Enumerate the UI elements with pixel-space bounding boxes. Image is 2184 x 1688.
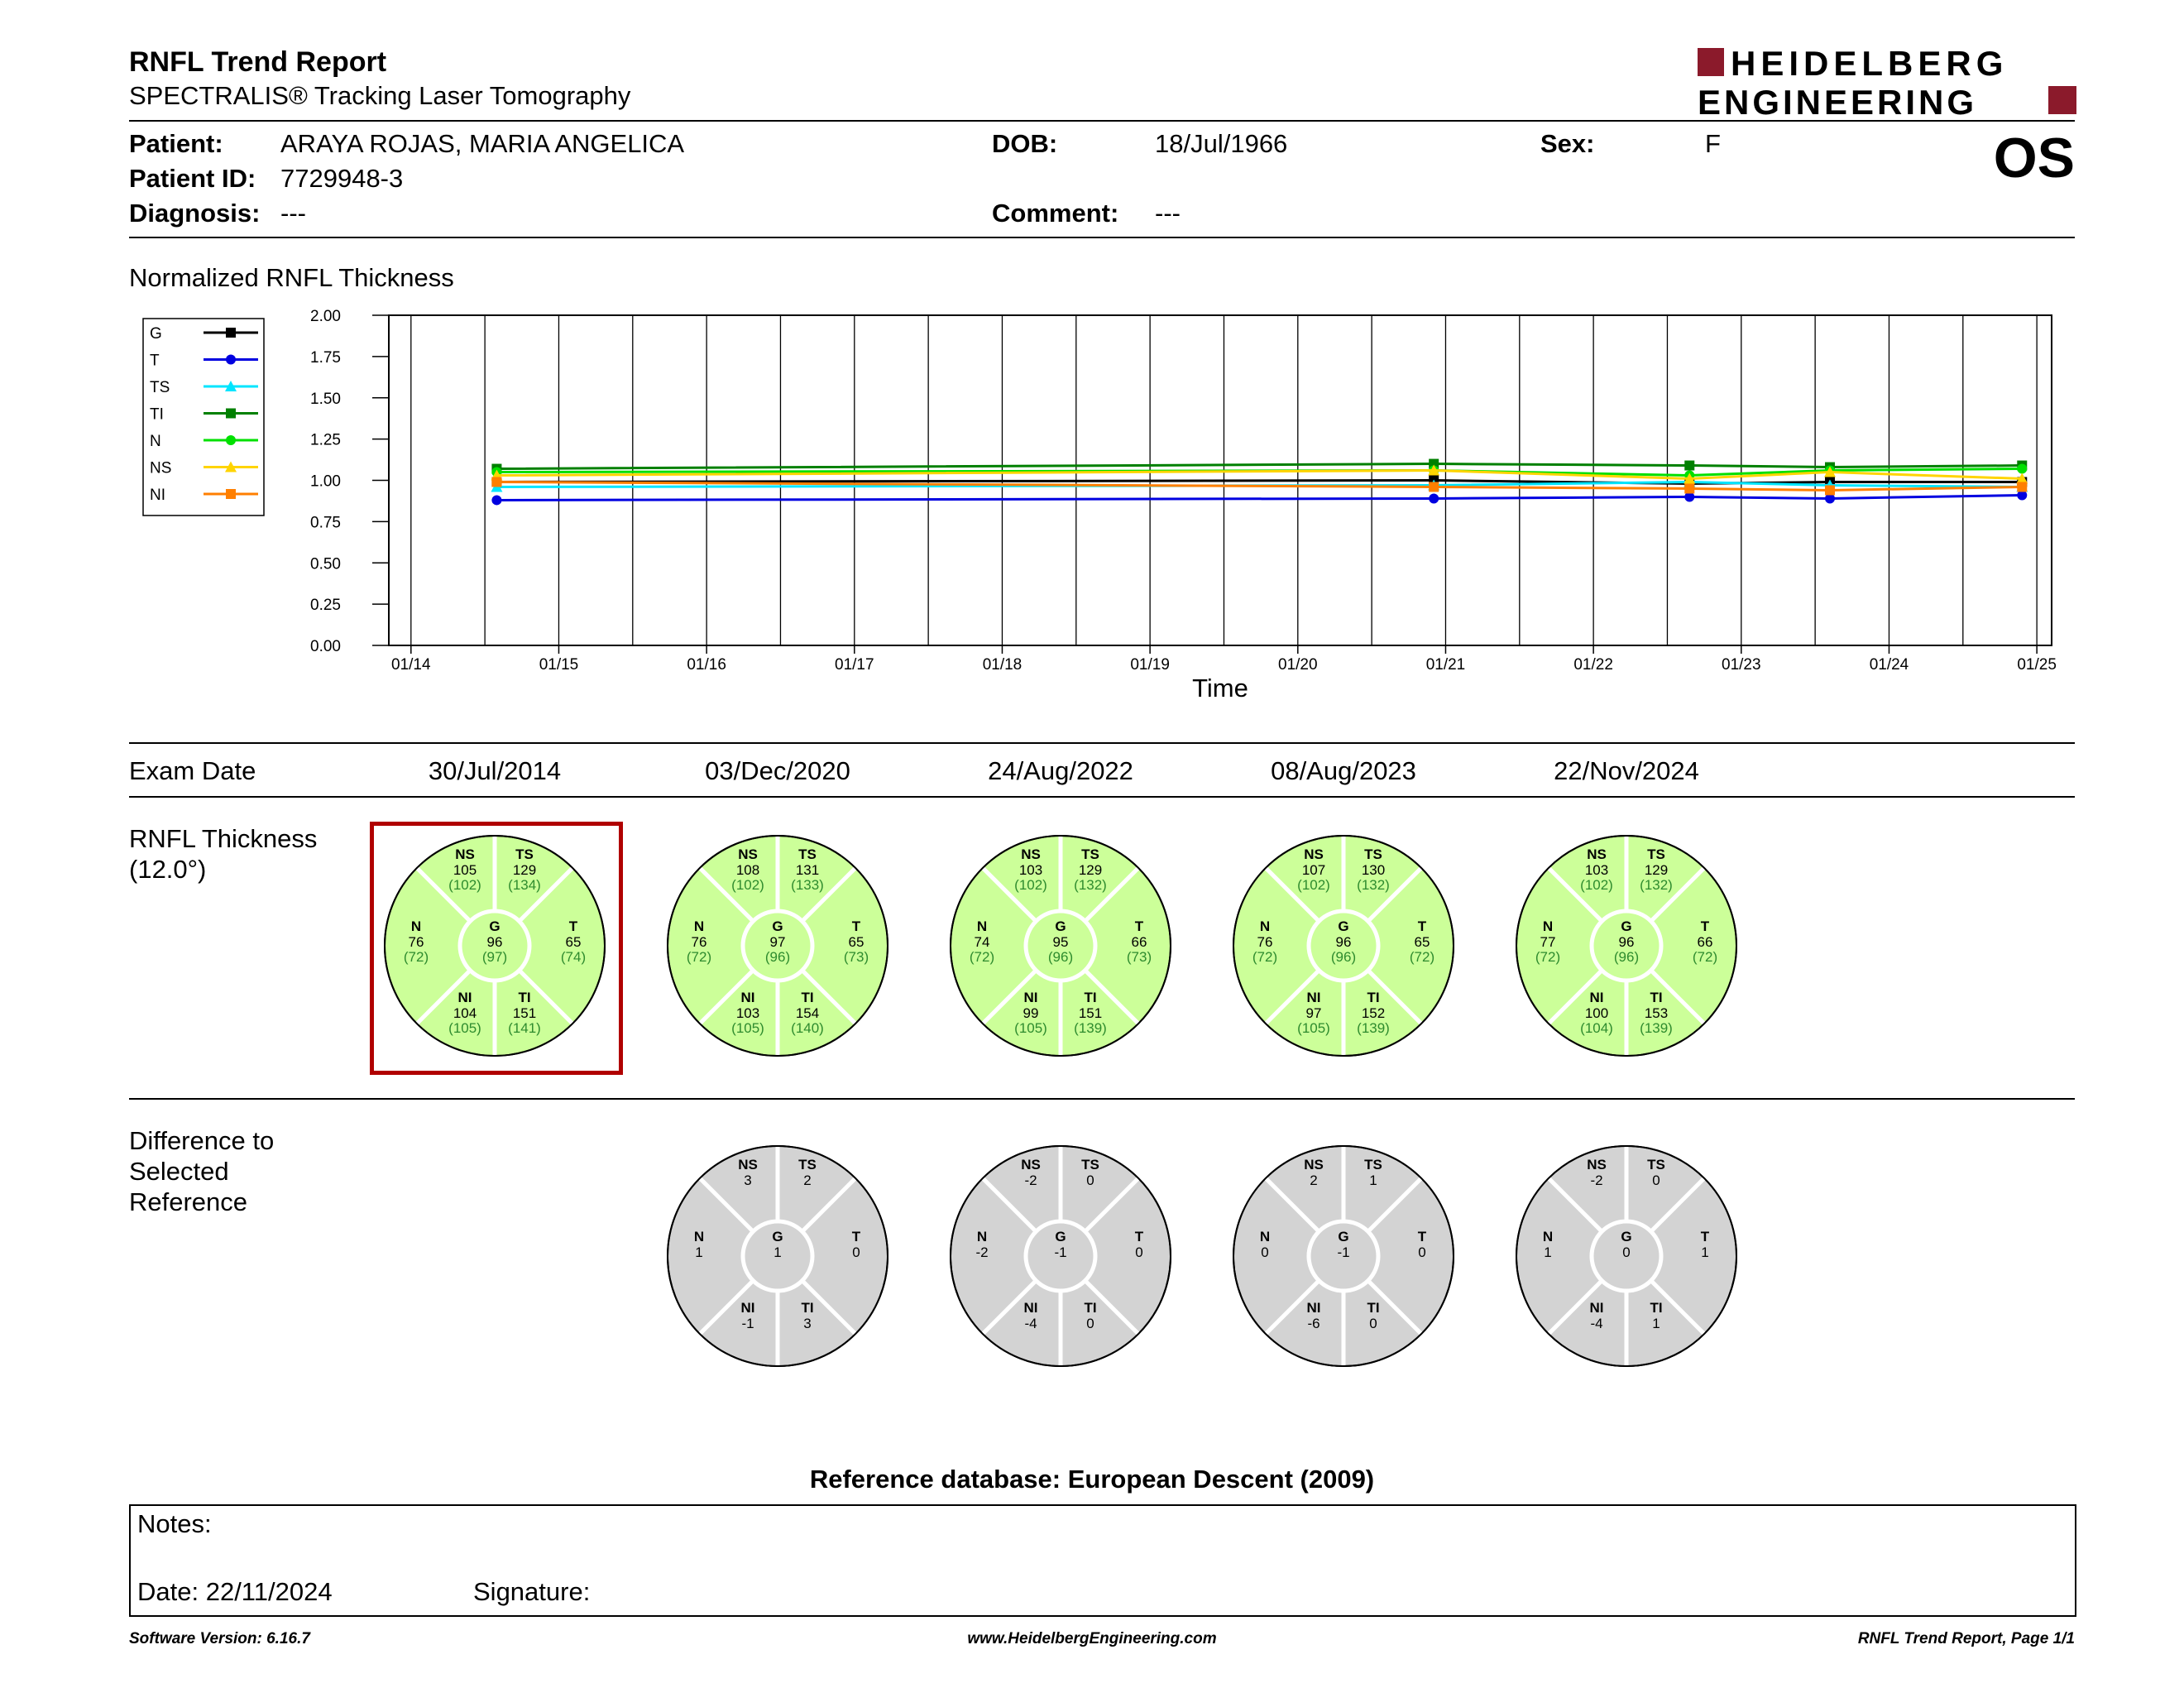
sector-label-n: N <box>1259 918 1271 934</box>
sex-value: F <box>1705 129 1721 158</box>
sector-value-ni: 100 <box>1584 1005 1609 1021</box>
sector-value-ts: 130 <box>1361 862 1386 878</box>
sector-value-ts: 129 <box>1644 862 1669 878</box>
sector-normal-ti: (139) <box>1074 1020 1107 1036</box>
sector-label-n: N <box>693 1229 705 1244</box>
sector-label-ts: TS <box>1364 846 1382 862</box>
sector-diff-ts: 0 <box>1086 1172 1094 1188</box>
sector-label-t: T <box>1417 1229 1427 1244</box>
y-tick-label: 1.25 <box>310 431 341 449</box>
sector-value-t: 65 <box>1414 934 1430 950</box>
sector-value-t: 66 <box>1697 934 1713 950</box>
sector-normal-t: (73) <box>1126 949 1152 965</box>
sector-diff-ts: 0 <box>1652 1172 1660 1188</box>
x-tick-label: 01/24 <box>1869 656 1909 674</box>
sector-value-n: 77 <box>1540 934 1556 950</box>
notes-box <box>129 1504 2076 1617</box>
patient-name: ARAYA ROJAS, MARIA ANGELICA <box>280 129 685 158</box>
sector-normal-ns: (102) <box>448 877 481 893</box>
legend-marker <box>226 409 236 419</box>
sector-diff-n: 0 <box>1261 1244 1269 1260</box>
legend-label: TS <box>150 379 170 396</box>
sector-label-ti: TI <box>1650 990 1663 1005</box>
sector-value-ti: 152 <box>1361 1005 1386 1021</box>
sector-label-g: G <box>772 918 783 934</box>
sector-diff-ns: 2 <box>1310 1172 1318 1188</box>
data-point <box>1684 483 1694 493</box>
sector-label-ns: NS <box>1587 846 1607 862</box>
logo-line2: ENGINEERING <box>1698 83 1978 117</box>
sector-label-ti: TI <box>801 1300 814 1316</box>
sector-label-t: T <box>851 1229 861 1244</box>
sector-value-t: 65 <box>565 934 582 950</box>
sector-diff-g: -1 <box>1337 1244 1350 1260</box>
sector-value-ns: 103 <box>1018 862 1043 878</box>
sector-label-t: T <box>568 918 578 934</box>
sector-normal-n: (72) <box>969 949 995 965</box>
sector-diff-ns: -2 <box>1024 1172 1037 1188</box>
sector-label-g: G <box>1338 1229 1349 1244</box>
sector-value-g: 95 <box>1052 934 1069 950</box>
sector-label-ni: NI <box>740 1300 755 1316</box>
sector-label-ns: NS <box>1587 1157 1607 1172</box>
sector-value-g: 96 <box>1335 934 1352 950</box>
sector-value-t: 66 <box>1131 934 1147 950</box>
legend-label: TI <box>150 405 164 424</box>
series-line <box>496 464 2022 469</box>
data-point <box>491 477 501 487</box>
sector-label-t: T <box>1700 1229 1710 1244</box>
sector-normal-g: (97) <box>481 949 508 965</box>
difference-sector-plot <box>664 1143 891 1369</box>
sector-label-ns: NS <box>738 846 758 862</box>
sector-label-ni: NI <box>1306 990 1321 1005</box>
data-point <box>491 495 501 505</box>
sector-normal-t: (72) <box>1692 949 1718 965</box>
reference-database: Reference database: European Descent (2009) <box>809 1465 1375 1494</box>
sector-label-ti: TI <box>1367 1300 1380 1316</box>
chart-title: Normalized RNFL Thickness <box>129 263 454 292</box>
sector-label-ni: NI <box>1023 990 1038 1005</box>
sector-label-g: G <box>1055 918 1066 934</box>
website-link[interactable]: www.HeidelbergEngineering.com <box>967 1630 1217 1647</box>
sector-label-ti: TI <box>1367 990 1380 1005</box>
sector-value-ns: 107 <box>1301 862 1326 878</box>
sector-label-ti: TI <box>1084 990 1097 1005</box>
sector-normal-n: (72) <box>1535 949 1561 965</box>
rnfl-sector-plot <box>1230 832 1457 1059</box>
x-tick-label: 01/18 <box>982 656 1023 674</box>
exam-date: 30/Jul/2014 <box>428 756 562 785</box>
y-tick-label: 0.00 <box>310 638 341 655</box>
sector-value-n: 76 <box>1257 934 1273 950</box>
series-t <box>491 490 2027 505</box>
sector-label-ns: NS <box>1304 1157 1324 1172</box>
sector-label-ts: TS <box>798 1157 817 1172</box>
series-line <box>496 495 2022 500</box>
sector-diff-ti: 0 <box>1086 1316 1094 1331</box>
sector-value-ni: 97 <box>1305 1005 1322 1021</box>
exam-date-label: Exam Date <box>129 756 256 785</box>
difference-sector-plot <box>1513 1143 1740 1369</box>
difference-label: Reference <box>129 1187 248 1216</box>
diagnosis-value: --- <box>280 199 306 228</box>
sector-label-ns: NS <box>1021 1157 1041 1172</box>
signature-label: Signature: <box>473 1577 591 1606</box>
sector-normal-g: (96) <box>1330 949 1357 965</box>
sector-label-ni: NI <box>1589 990 1604 1005</box>
sector-normal-t: (73) <box>843 949 869 965</box>
sector-diff-n: 1 <box>695 1244 703 1260</box>
sector-value-ti: 154 <box>795 1005 820 1021</box>
sector-label-ts: TS <box>1647 846 1665 862</box>
sector-normal-g: (96) <box>1613 949 1640 965</box>
sector-label-ts: TS <box>798 846 817 862</box>
sector-normal-ni: (105) <box>731 1020 764 1036</box>
y-tick-label: 0.75 <box>310 514 341 532</box>
sector-label-ts: TS <box>515 846 534 862</box>
sector-value-n: 76 <box>408 934 424 950</box>
legend-label: T <box>150 352 160 370</box>
sector-diff-ti: 1 <box>1652 1316 1660 1331</box>
legend-label: G <box>150 325 162 343</box>
patient-id: 7729948-3 <box>280 164 404 193</box>
sector-normal-ti: (139) <box>1640 1020 1673 1036</box>
sector-label-t: T <box>1417 918 1427 934</box>
sector-normal-ts: (132) <box>1640 877 1673 893</box>
sector-normal-n: (72) <box>403 949 429 965</box>
legend-marker <box>226 489 236 499</box>
legend-label: NS <box>150 459 172 477</box>
sex-label: Sex: <box>1540 129 1595 158</box>
y-tick-label: 0.50 <box>310 555 341 573</box>
sector-value-ti: 151 <box>512 1005 537 1021</box>
exam-date: 22/Nov/2024 <box>1554 756 1699 785</box>
sector-value-ns: 105 <box>453 862 477 878</box>
sector-label-ni: NI <box>1306 1300 1321 1316</box>
difference-sector-plot <box>947 1143 1174 1369</box>
legend-marker <box>226 435 236 445</box>
comment-value: --- <box>1155 199 1181 228</box>
patient-label: Patient: <box>129 129 223 158</box>
selected-reference-frame[interactable] <box>370 822 623 1075</box>
sector-label-n: N <box>976 1229 988 1244</box>
data-point <box>2017 482 2027 492</box>
rnfl-thickness-label: RNFL Thickness <box>129 824 318 853</box>
sector-diff-ts: 1 <box>1369 1172 1377 1188</box>
sector-normal-ts: (132) <box>1074 877 1107 893</box>
sector-label-ti: TI <box>1084 1300 1097 1316</box>
sector-normal-ni: (105) <box>1014 1020 1047 1036</box>
sector-diff-t: 0 <box>852 1244 860 1260</box>
sector-diff-t: 0 <box>1418 1244 1426 1260</box>
sector-diff-g: 1 <box>774 1244 782 1260</box>
sector-label-ns: NS <box>455 846 475 862</box>
sector-diff-ni: -1 <box>741 1316 754 1331</box>
sector-label-ns: NS <box>1304 846 1324 862</box>
divider <box>129 742 2075 744</box>
sector-value-ns: 108 <box>735 862 760 878</box>
eye-indicator: OS <box>1993 127 2075 189</box>
rnfl-sector-plot <box>664 832 891 1059</box>
sector-normal-ni: (105) <box>1297 1020 1330 1036</box>
sector-diff-g: 0 <box>1622 1244 1631 1260</box>
sector-diff-ni: -4 <box>1590 1316 1603 1331</box>
sector-label-ti: TI <box>518 990 531 1005</box>
sector-normal-ti: (139) <box>1357 1020 1390 1036</box>
sector-diff-ni: -4 <box>1024 1316 1037 1331</box>
sector-value-ts: 129 <box>1078 862 1103 878</box>
x-tick-label: 01/25 <box>2017 656 2057 674</box>
sector-value-ns: 103 <box>1584 862 1609 878</box>
sector-label-g: G <box>1621 1229 1632 1244</box>
sector-normal-n: (72) <box>686 949 712 965</box>
sector-value-t: 65 <box>848 934 864 950</box>
divider <box>129 1098 2075 1100</box>
thickness-plots <box>0 819 2184 1084</box>
x-tick-label: 01/20 <box>1278 656 1318 674</box>
sector-normal-ni: (105) <box>448 1020 481 1036</box>
sector-diff-ti: 3 <box>803 1316 812 1331</box>
sector-normal-ts: (132) <box>1357 877 1390 893</box>
data-point <box>2017 464 2027 474</box>
sector-diff-ti: 0 <box>1369 1316 1377 1331</box>
sector-label-n: N <box>1259 1229 1271 1244</box>
x-tick-label: 01/15 <box>539 656 579 674</box>
sector-normal-ni: (104) <box>1580 1020 1613 1036</box>
x-axis-label: Time <box>1192 674 1248 703</box>
sector-normal-ns: (102) <box>731 877 764 893</box>
difference-label: Difference to <box>129 1126 275 1155</box>
difference-sector-plot <box>1230 1143 1457 1369</box>
sector-label-n: N <box>410 918 422 934</box>
sector-diff-ts: 2 <box>803 1172 812 1188</box>
sector-label-t: T <box>1700 918 1710 934</box>
sector-label-ni: NI <box>457 990 472 1005</box>
sector-diff-g: -1 <box>1054 1244 1067 1260</box>
sector-label-g: G <box>1338 918 1349 934</box>
sector-normal-ti: (141) <box>508 1020 541 1036</box>
y-tick-label: 1.00 <box>310 472 341 491</box>
x-tick-label: 01/14 <box>391 656 431 674</box>
sector-label-ni: NI <box>740 990 755 1005</box>
report-title: RNFL Trend Report <box>129 46 387 78</box>
y-tick-label: 1.75 <box>310 348 341 367</box>
notes-label: Notes: <box>137 1509 212 1538</box>
diagnosis-label: Diagnosis: <box>129 199 261 228</box>
exam-date: 08/Aug/2023 <box>1271 756 1416 785</box>
sector-normal-g: (96) <box>1047 949 1074 965</box>
sector-label-ns: NS <box>738 1157 758 1172</box>
sector-value-ts: 131 <box>795 862 820 878</box>
sector-value-n: 74 <box>974 934 990 950</box>
sector-label-n: N <box>1542 918 1554 934</box>
rnfl-sector-plot <box>947 832 1174 1059</box>
comment-label: Comment: <box>992 199 1119 228</box>
page-number: RNFL Trend Report, Page 1/1 <box>1857 1630 2075 1647</box>
sector-value-ti: 151 <box>1078 1005 1103 1021</box>
sector-value-ni: 104 <box>453 1005 477 1021</box>
sector-diff-ni: -6 <box>1307 1316 1320 1331</box>
rnfl-angle-label: (12.0°) <box>129 855 207 884</box>
sector-normal-t: (72) <box>1409 949 1435 965</box>
x-tick-label: 01/21 <box>1425 656 1466 674</box>
exam-date: 03/Dec/2020 <box>705 756 850 785</box>
sector-value-ni: 103 <box>735 1005 760 1021</box>
data-point <box>1684 461 1694 471</box>
sector-label-t: T <box>1134 918 1144 934</box>
sector-label-ni: NI <box>1589 1300 1604 1316</box>
dob-value: 18/Jul/1966 <box>1155 129 1288 158</box>
software-version: Software Version: 6.16.7 <box>129 1630 310 1647</box>
notes-date: Date: 22/11/2024 <box>137 1577 333 1606</box>
sector-value-n: 76 <box>691 934 707 950</box>
report-subtitle: SPECTRALIS® Tracking Laser Tomography <box>129 81 631 110</box>
sector-normal-ns: (102) <box>1014 877 1047 893</box>
x-tick-label: 01/22 <box>1573 656 1613 674</box>
sector-label-ti: TI <box>1650 1300 1663 1316</box>
legend-marker <box>226 328 236 338</box>
sector-normal-ns: (102) <box>1580 877 1613 893</box>
sector-label-ts: TS <box>1647 1157 1665 1172</box>
sector-label-n: N <box>1542 1229 1554 1244</box>
exam-date: 24/Aug/2022 <box>988 756 1133 785</box>
sector-normal-ns: (102) <box>1297 877 1330 893</box>
sector-label-t: T <box>851 918 861 934</box>
sector-value-ts: 129 <box>512 862 537 878</box>
y-tick-label: 0.25 <box>310 597 341 615</box>
data-point <box>1429 482 1439 492</box>
sector-diff-n: 1 <box>1544 1244 1552 1260</box>
sector-value-ti: 153 <box>1644 1005 1669 1021</box>
legend-label: N <box>150 433 161 450</box>
rnfl-sector-plot <box>1513 832 1740 1059</box>
logo-line1: HEIDELBERG <box>1731 45 2009 83</box>
sector-label-ts: TS <box>1364 1157 1382 1172</box>
legend-marker <box>226 355 236 365</box>
sector-diff-t: 0 <box>1135 1244 1143 1260</box>
dob-label: DOB: <box>992 129 1058 158</box>
sector-normal-g: (96) <box>764 949 791 965</box>
y-tick-label: 1.50 <box>310 390 341 408</box>
sector-normal-t: (74) <box>560 949 587 965</box>
sector-diff-ns: -2 <box>1590 1172 1603 1188</box>
sector-value-g: 96 <box>486 934 503 950</box>
y-tick-label: 2.00 <box>310 308 341 325</box>
sector-label-t: T <box>1134 1229 1144 1244</box>
sector-value-ni: 99 <box>1023 1005 1039 1021</box>
legend-label: NI <box>150 487 165 504</box>
sector-diff-t: 1 <box>1701 1244 1709 1260</box>
sector-label-g: G <box>489 918 500 934</box>
trend-chart <box>0 0 2184 728</box>
sector-label-g: G <box>1055 1229 1066 1244</box>
x-tick-label: 01/17 <box>835 656 874 674</box>
difference-plots <box>0 1134 2184 1382</box>
x-tick-label: 01/19 <box>1130 656 1170 674</box>
sector-label-n: N <box>976 918 988 934</box>
sector-label-ts: TS <box>1081 1157 1099 1172</box>
sector-label-g: G <box>1621 918 1632 934</box>
data-point <box>1825 485 1835 495</box>
difference-label: Selected <box>129 1157 229 1186</box>
x-tick-label: 01/16 <box>687 656 726 674</box>
x-tick-label: 01/23 <box>1722 656 1761 674</box>
sector-normal-ts: (134) <box>508 877 541 893</box>
sector-diff-n: -2 <box>975 1244 989 1260</box>
sector-label-n: N <box>693 918 705 934</box>
sector-normal-ti: (140) <box>791 1020 824 1036</box>
divider <box>129 796 2075 798</box>
patient-id-label: Patient ID: <box>129 164 256 193</box>
sector-value-g: 96 <box>1618 934 1635 950</box>
sector-label-g: G <box>772 1229 783 1244</box>
sector-normal-ts: (133) <box>791 877 824 893</box>
sector-label-ni: NI <box>1023 1300 1038 1316</box>
sector-label-ns: NS <box>1021 846 1041 862</box>
sector-label-ts: TS <box>1081 846 1099 862</box>
sector-normal-n: (72) <box>1252 949 1278 965</box>
sector-value-g: 97 <box>769 934 786 950</box>
sector-diff-ns: 3 <box>744 1172 752 1188</box>
data-point <box>1429 493 1439 503</box>
chart-legend <box>143 319 264 516</box>
sector-label-ti: TI <box>801 990 814 1005</box>
